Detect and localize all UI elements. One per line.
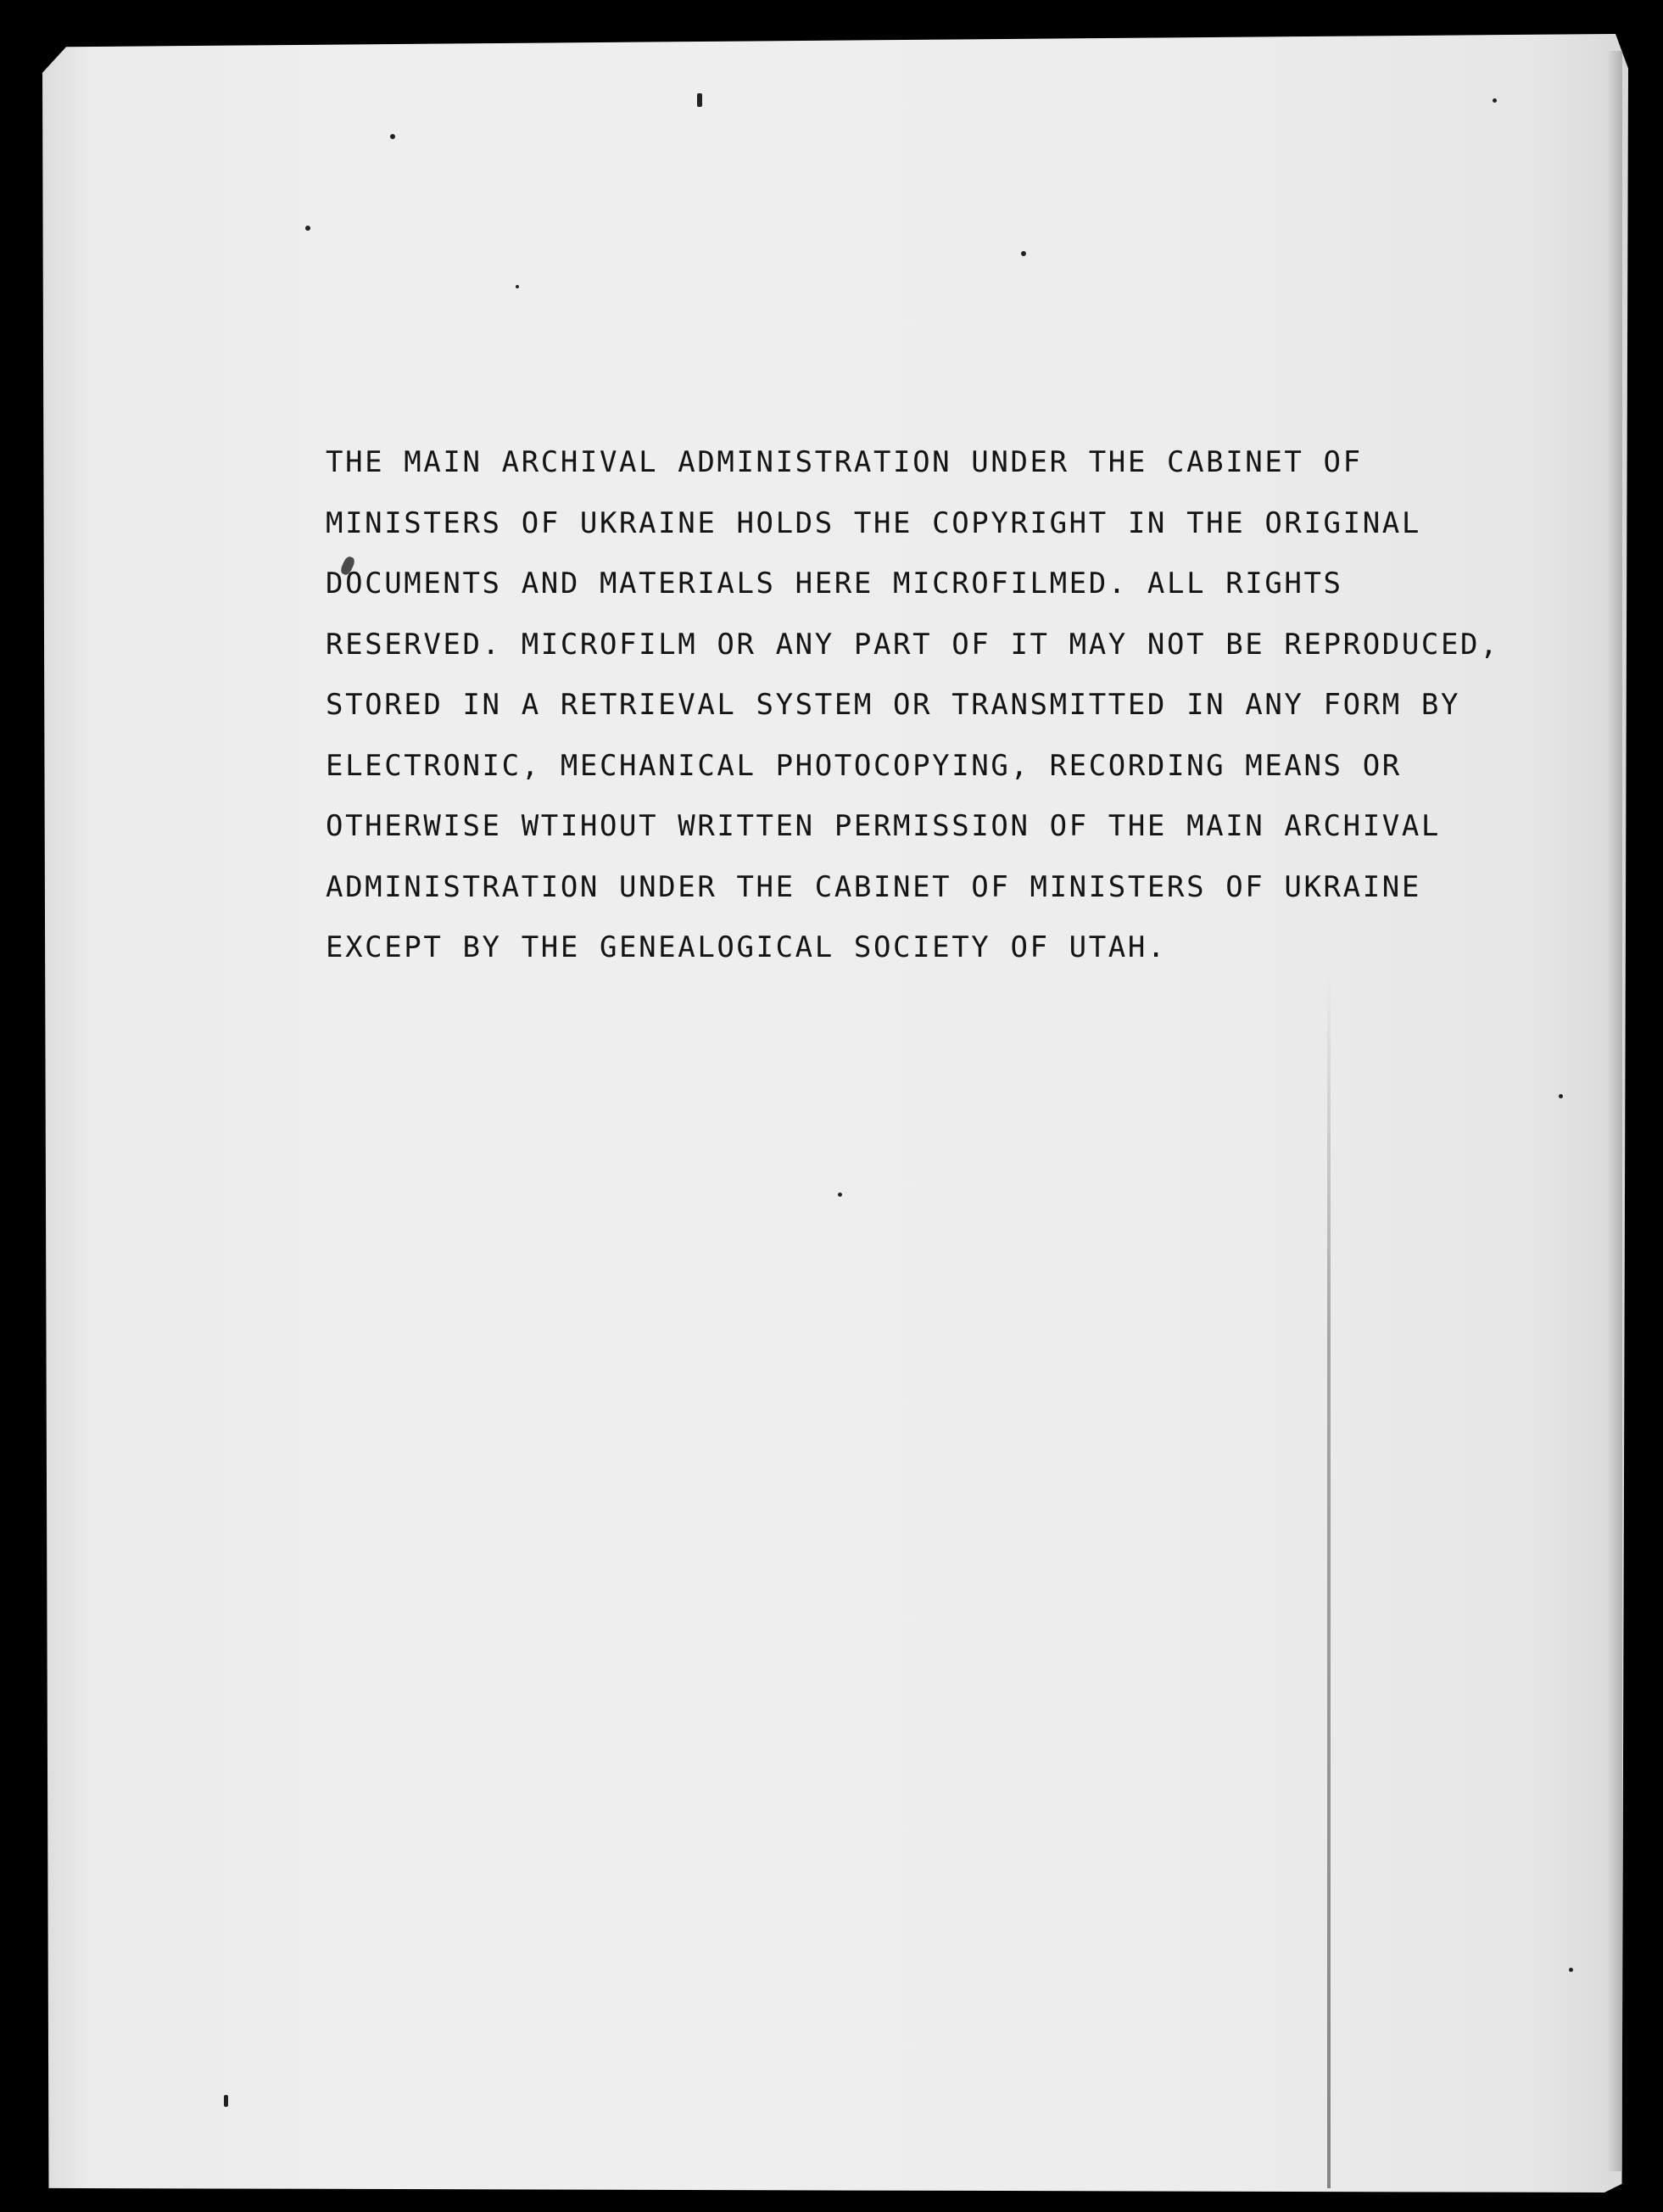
dust-speck [1493,98,1497,103]
notice-line: STORED IN A RETRIEVAL SYSTEM OR TRANSMITTED IN ANY FORM BY [326,688,1461,722]
notice-line: OTHERWISE WTIHOUT WRITTEN PERMISSION OF THE MAIN ARCHIVAL [326,809,1441,843]
dust-speck [1021,251,1026,256]
notice-line: THE MAIN ARCHIVAL ADMINISTRATION UNDER THE CABINET OF [326,445,1363,479]
notice-line: MINISTERS OF UKRAINE HOLDS THE COPYRIGHT IN THE ORIGINAL [326,506,1421,540]
dust-speck [838,1193,842,1197]
dust-speck [224,2095,228,2107]
dust-speck [1569,1968,1573,1972]
notice-line: DOCUMENTS AND MATERIALS HERE MICROFILMED. ALL RIGHTS [326,567,1343,600]
dust-speck [390,134,395,139]
paper-sheet [42,34,1628,2192]
notice-line: ELECTRONIC, MECHANICAL PHOTOCOPYING, RECORDING MEANS OR [326,748,1402,783]
paper-fold-crease [1327,975,1331,2188]
notice-line: EXCEPT BY THE GENEALOGICAL SOCIETY OF UTAH. [326,930,1167,964]
paper-edge-shadow [1607,51,1622,2171]
dust-speck [516,285,519,288]
dust-speck [305,226,310,231]
notice-line: ADMINISTRATION UNDER THE CABINET OF MINISTERS OF UKRAINE [326,869,1421,904]
dust-speck [697,93,702,107]
dust-speck [1559,1094,1563,1098]
notice-line: RESERVED. MICROFILM OR ANY PART OF IT MAY NOT BE REPRODUCED, [326,627,1500,662]
copyright-notice [326,433,1513,979]
